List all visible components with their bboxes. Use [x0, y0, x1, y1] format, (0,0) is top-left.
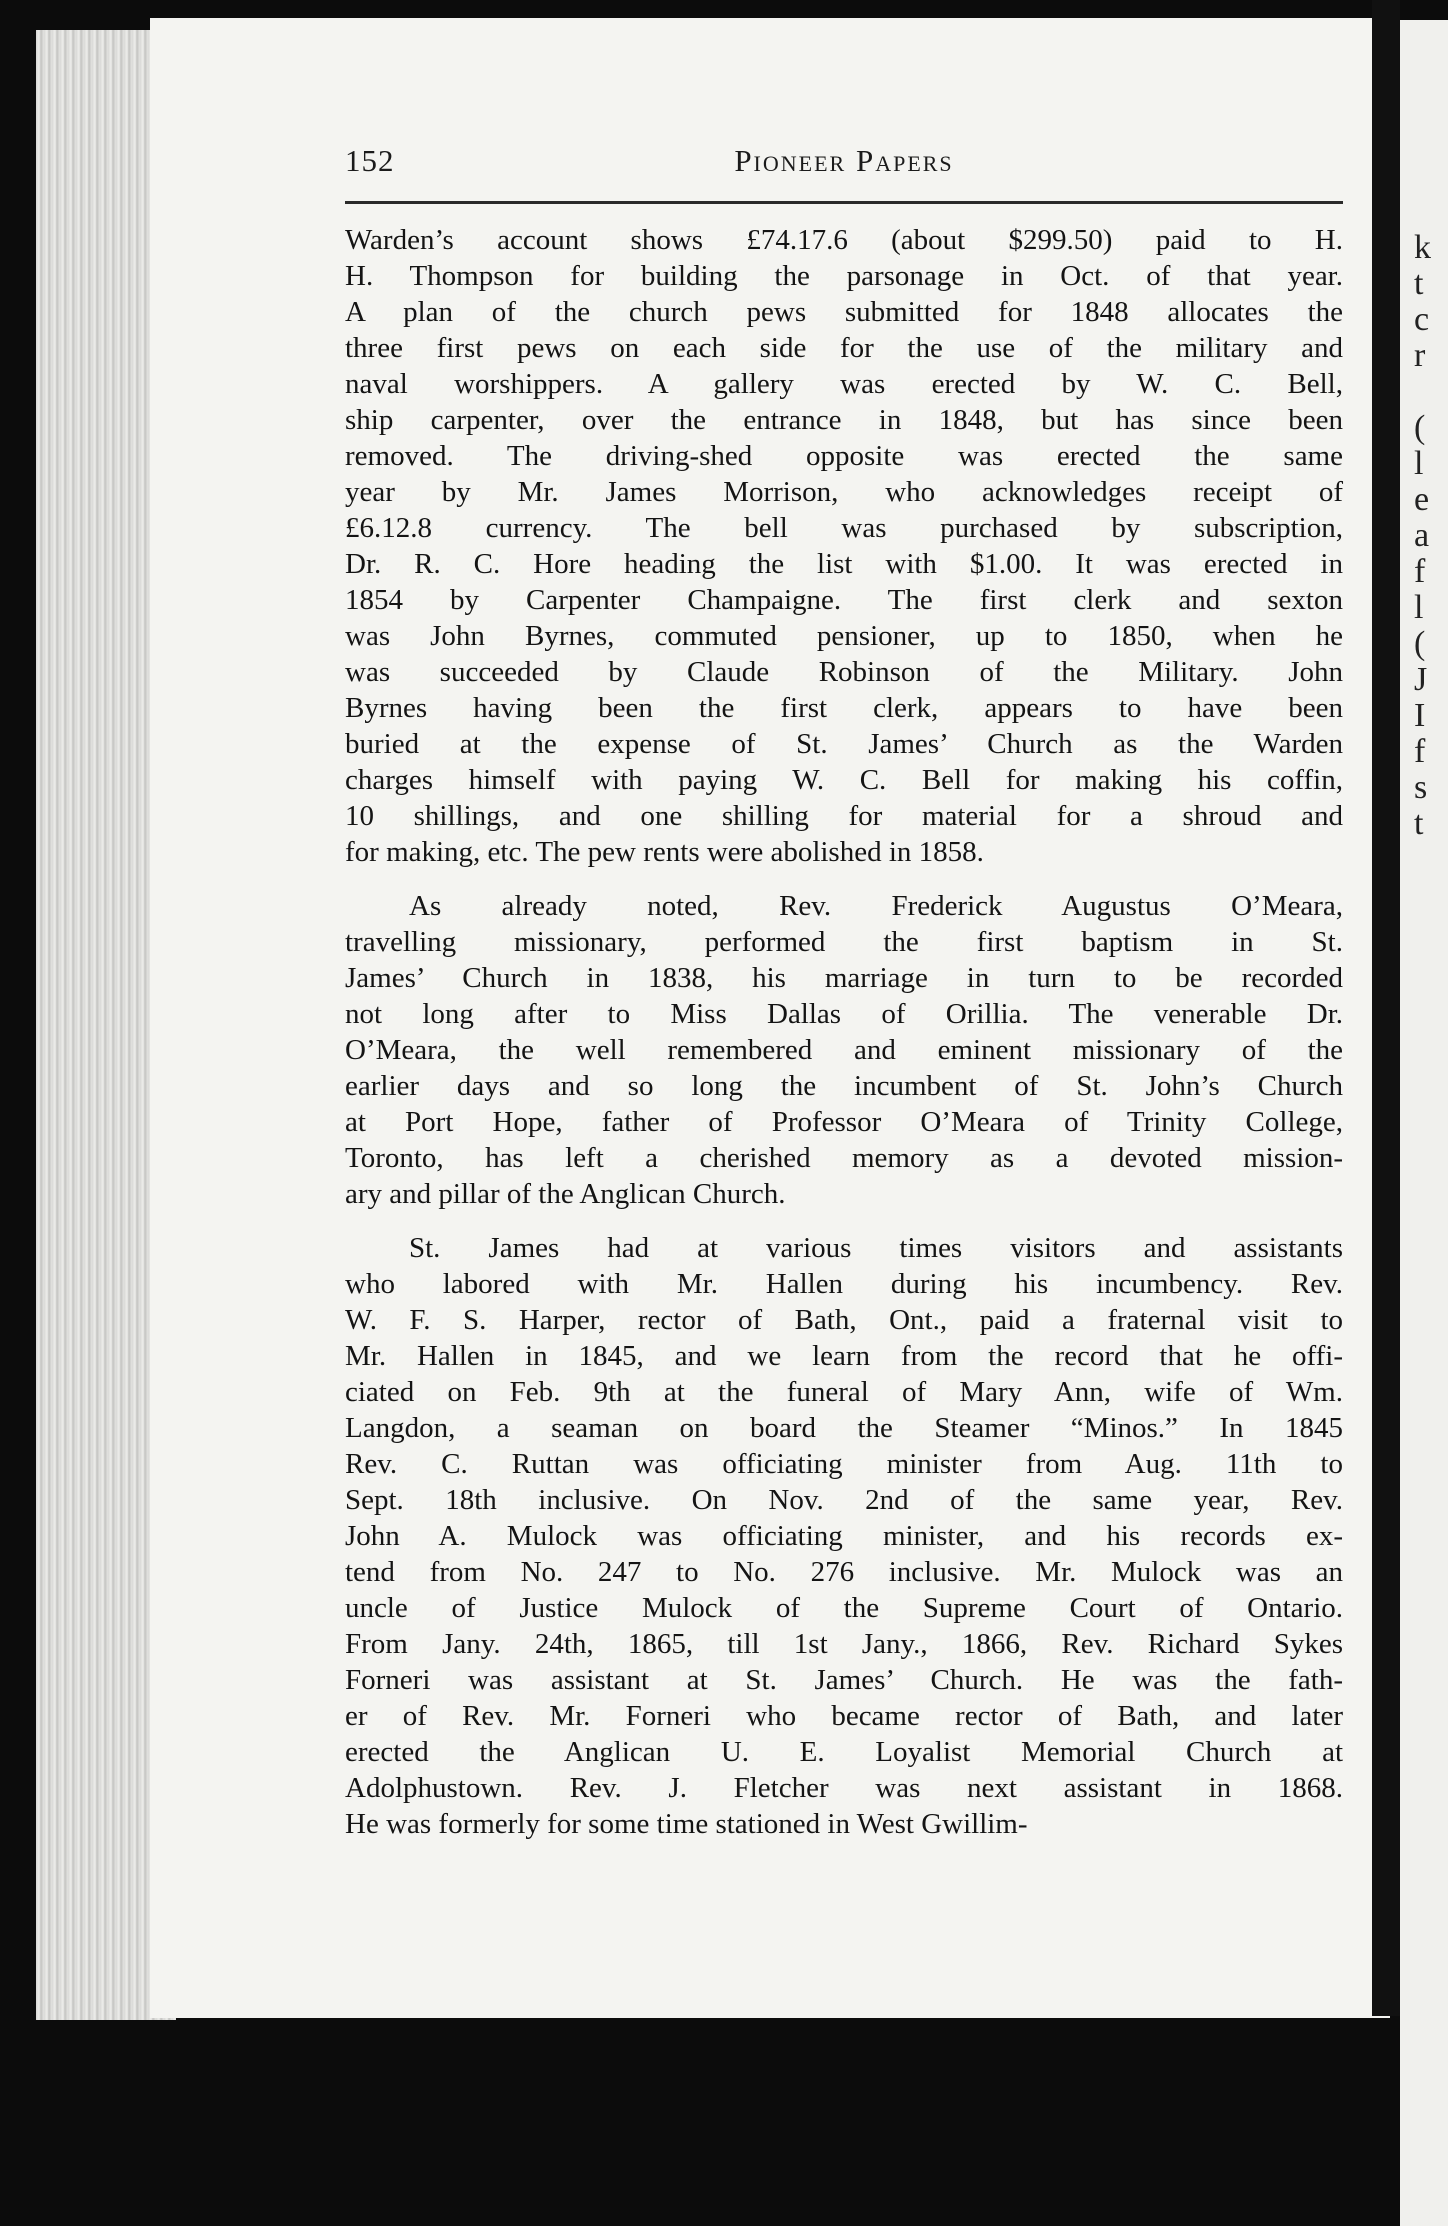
adjacent-page-letter: c [1414, 301, 1430, 338]
text-line: removed. The driving-shed opposite was erected the same [345, 440, 1343, 472]
text-line: Toronto, has left a cherished memory as a devoted mission- [345, 1142, 1343, 1174]
adjacent-page-letter: l [1414, 589, 1424, 626]
text-line: W. F. S. Harper, rector of Bath, Ont., paid a fraternal visit to [345, 1304, 1343, 1336]
text-line: Dr. R. C. Hore heading the list with $1.00. It was erected in [345, 548, 1343, 580]
body-text [345, 222, 1343, 1842]
text-line: James’ Church in 1838, his marriage in turn to be recorded [345, 962, 1343, 994]
adjacent-page-letter: ( [1414, 625, 1426, 662]
adjacent-page-letter [1400, 374, 1448, 410]
adjacent-page-letter: e [1414, 481, 1430, 518]
adjacent-page-letter: J [1414, 661, 1428, 698]
text-line: erected the Anglican U. E. Loyalist Memorial Church at [345, 1736, 1343, 1768]
text-line: Byrnes having been the first clerk, appears to have been [345, 692, 1343, 724]
paragraph [345, 1230, 1343, 1842]
adjacent-page-letter: f [1414, 733, 1426, 770]
paragraph [345, 222, 1343, 870]
text-line: ciated on Feb. 9th at the funeral of Mary Ann, wife of Wm. [345, 1376, 1343, 1408]
text-line: John A. Mulock was officiating minister, and his records ex- [345, 1520, 1343, 1552]
paragraph-gap [345, 1212, 1343, 1230]
text-line: year by Mr. James Morrison, who acknowledges receipt of [345, 476, 1343, 508]
adjacent-page-letter: s [1414, 769, 1428, 806]
adjacent-page-fragment [1400, 20, 1448, 2226]
text-line: Langdon, a seaman on board the Steamer “Minos.” In 1845 [345, 1412, 1343, 1444]
text-line: ary and pillar of the Anglican Church. [345, 1178, 786, 1210]
running-head: Pioneer Papers [734, 143, 954, 178]
text-line: As already noted, Rev. Frederick Augustus O’Meara, [409, 890, 1343, 922]
text-line: 10 shillings, and one shilling for material for a shroud and [345, 800, 1343, 832]
text-line: earlier days and so long the incumbent of St. John’s Church [345, 1070, 1343, 1102]
text-line: From Jany. 24th, 1865, till 1st Jany., 1866, Rev. Richard Sykes [345, 1628, 1343, 1660]
text-line: 1854 by Carpenter Champaigne. The first clerk and sexton [345, 584, 1343, 616]
text-line: at Port Hope, father of Professor O’Meara of Trinity College, [345, 1106, 1343, 1138]
text-line: charges himself with paying W. C. Bell for making his coffin, [345, 764, 1343, 796]
text-line: A plan of the church pews submitted for 1848 allocates the [345, 296, 1343, 328]
text-line: for making, etc. The pew rents were abolished in 1858. [345, 836, 984, 868]
text-line: was succeeded by Claude Robinson of the Military. John [345, 656, 1343, 688]
text-line: three first pews on each side for the use of the military and [345, 332, 1343, 364]
paragraph [345, 888, 1343, 1212]
text-line: er of Rev. Mr. Forneri who became rector of Bath, and later [345, 1700, 1343, 1732]
text-line: O’Meara, the well remembered and eminent missionary of the [345, 1034, 1343, 1066]
page-header [345, 143, 1343, 185]
text-line: tend from No. 247 to No. 276 inclusive. Mr. Mulock was an [345, 1556, 1343, 1588]
text-line: Rev. C. Ruttan was officiating minister from Aug. 11th to [345, 1448, 1343, 1480]
adjacent-page-letter: r [1414, 337, 1426, 374]
text-line: uncle of Justice Mulock of the Supreme Court of Ontario. [345, 1592, 1343, 1624]
text-line: travelling missionary, performed the first baptism in St. [345, 926, 1343, 958]
text-line: Adolphustown. Rev. J. Fletcher was next assistant in 1868. [345, 1772, 1343, 1804]
page-gutter [1372, 0, 1400, 2016]
text-line: naval worshippers. A gallery was erected by W. C. Bell, [345, 368, 1343, 400]
adjacent-page-letter: ( [1414, 409, 1426, 446]
text-line: St. James had at various times visitors and assistants [409, 1232, 1343, 1264]
text-line: £6.12.8 currency. The bell was purchased by subscription, [345, 512, 1343, 544]
page-number: 152 [345, 143, 395, 178]
adjacent-page-letter: f [1414, 553, 1426, 590]
text-line: not long after to Miss Dallas of Orillia. The venerable Dr. [345, 998, 1343, 1030]
adjacent-page-letter: t [1414, 265, 1424, 302]
paragraph-gap [345, 870, 1343, 888]
text-line: Mr. Hallen in 1845, and we learn from the record that he offi- [345, 1340, 1343, 1372]
text-line: Sept. 18th inclusive. On Nov. 2nd of the same year, Rev. [345, 1484, 1343, 1516]
adjacent-page-letter: l [1414, 445, 1424, 482]
text-line: buried at the expense of St. James’ Church as the Warden [345, 728, 1343, 760]
text-line: who labored with Mr. Hallen during his incumbency. Rev. [345, 1268, 1343, 1300]
adjacent-page-letter: k [1414, 229, 1431, 266]
text-line: H. Thompson for building the parsonage in Oct. of that year. [345, 260, 1343, 292]
adjacent-page-letter: I [1414, 697, 1426, 734]
text-line: Warden’s account shows £74.17.6 (about $299.50) paid to H. [345, 224, 1343, 256]
text-line: ship carpenter, over the entrance in 1848, but has since been [345, 404, 1343, 436]
text-line: was John Byrnes, commuted pensioner, up to 1850, when he [345, 620, 1343, 652]
adjacent-page-letter: a [1414, 517, 1430, 554]
text-line: He was formerly for some time stationed in West Gwillim- [345, 1808, 1028, 1840]
adjacent-page-letter: t [1414, 805, 1424, 842]
text-line: Forneri was assistant at St. James’ Church. He was the fath- [345, 1664, 1343, 1696]
header-rule [345, 201, 1343, 204]
